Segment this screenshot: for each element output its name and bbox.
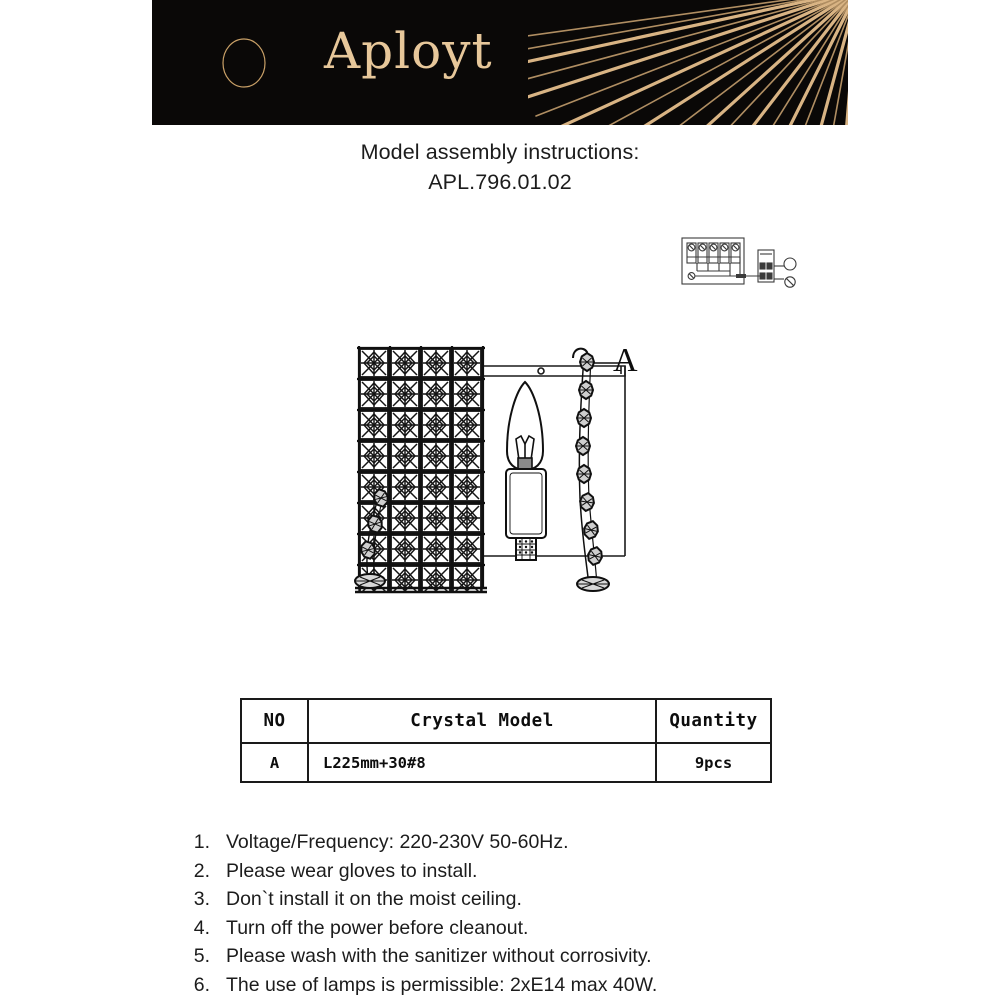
list-item xyxy=(180,914,880,943)
crystal-panel xyxy=(357,346,485,594)
sunburst-logo-icon xyxy=(179,8,309,118)
cell-quantity: 9pcs xyxy=(656,743,771,782)
brand-wordmark: Aployt xyxy=(324,22,493,80)
brand-banner xyxy=(152,0,848,125)
column-header-no: NO xyxy=(241,699,308,743)
list-item-text: Voltage/Frequency: 220-230V 50-60Hz. xyxy=(226,831,569,853)
list-item xyxy=(180,942,880,971)
title-model-code: APL.796.01.02 xyxy=(428,170,572,194)
cell-no: A xyxy=(241,743,308,782)
list-item-number: 3. xyxy=(193,888,210,910)
list-item-text: Please wash with the sanitizer without corrosivity. xyxy=(226,945,652,967)
list-item-text: Turn off the power before cleanout. xyxy=(226,916,529,939)
list-item-text: Please wear gloves to install. xyxy=(226,859,478,882)
list-item-number: 5. xyxy=(193,945,210,967)
title-instructions-label: Model assembly instructions: xyxy=(360,140,640,164)
list-item xyxy=(180,857,880,886)
terminal-block-wiring-diagram xyxy=(678,232,804,294)
list-item xyxy=(180,885,880,914)
callout-label-a: A xyxy=(613,342,638,379)
instruction-list xyxy=(180,828,880,999)
cell-model: L225mm+30#8 xyxy=(308,743,656,782)
crystal-wall-sconce-diagram xyxy=(335,338,655,606)
list-item-number: 4. xyxy=(193,916,210,939)
list-item-text: The use of lamps is permissible: 2xE14 max 40W. xyxy=(226,973,658,996)
parts-table xyxy=(240,698,772,783)
list-item-text: Don`t install it on the moist ceiling. xyxy=(226,888,522,910)
right-crystal-strand xyxy=(573,349,619,591)
table-row xyxy=(241,743,771,782)
page-title xyxy=(0,137,1000,197)
list-item-number: 2. xyxy=(193,859,210,882)
corner-rays-decoration xyxy=(528,0,848,125)
candle-bulb-icon xyxy=(506,382,546,560)
list-item-number: 6. xyxy=(193,973,210,996)
list-item xyxy=(180,971,880,1000)
table-header-row xyxy=(241,699,771,743)
column-header-model: Crystal Model xyxy=(308,699,656,743)
list-item xyxy=(180,828,880,857)
column-header-quantity: Quantity xyxy=(656,699,771,743)
list-item-number: 1. xyxy=(193,831,210,853)
